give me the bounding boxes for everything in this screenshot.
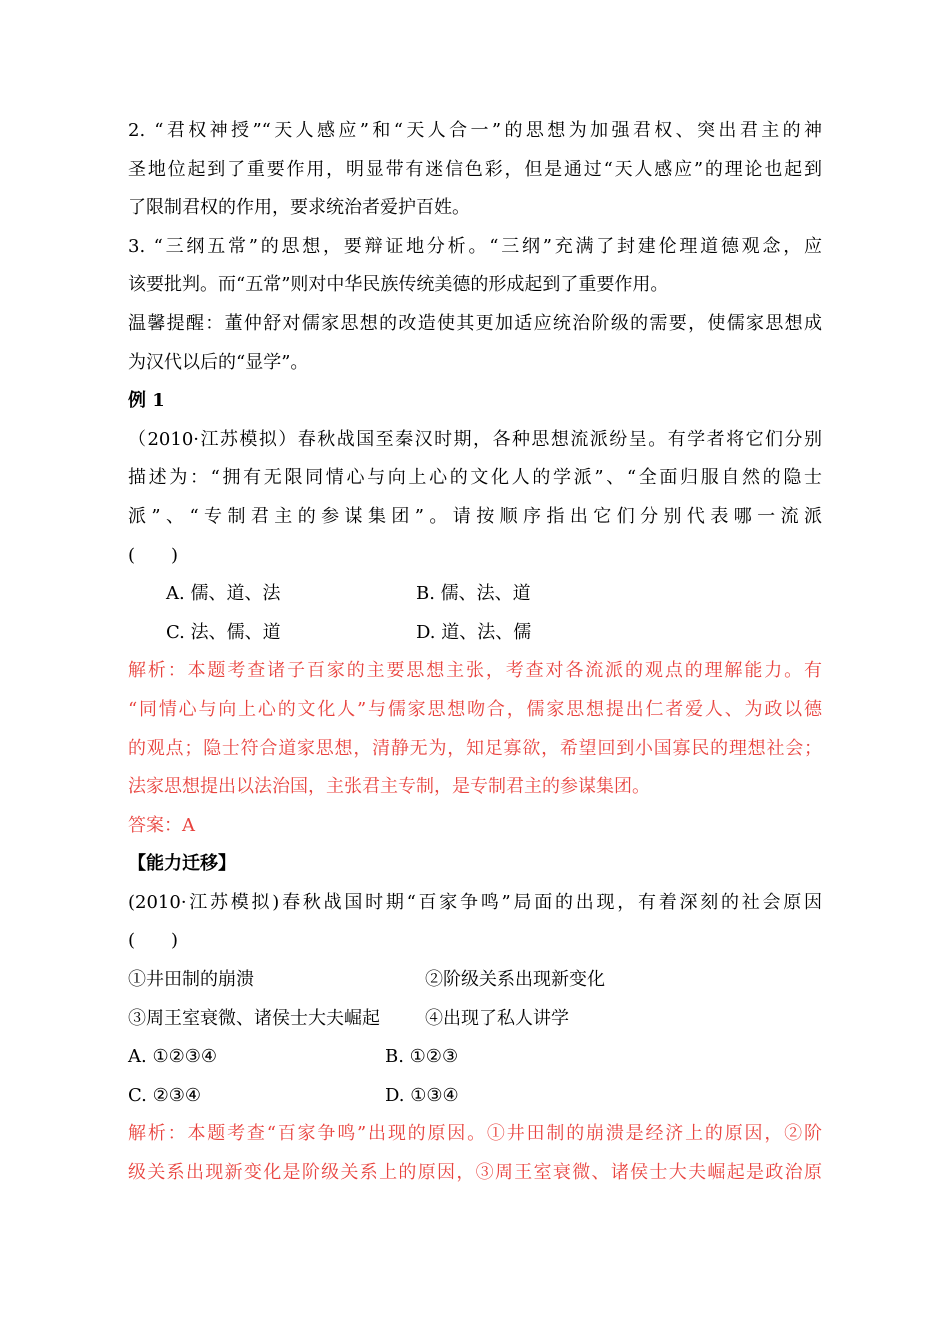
- example1-answer: 答案：A: [128, 814, 195, 836]
- transfer-option-d: D. ①③④: [385, 1084, 459, 1106]
- transfer-heading: 【能力迁移】: [128, 853, 236, 875]
- example1-options-row-1: [128, 575, 822, 614]
- example1-analysis-line-1: 解析：本题考查诸子百家的主要思想主张，考查对各流派的观点的理解能力。有: [128, 660, 822, 682]
- transfer-question-line-1: (2010·江苏模拟)春秋战国时期“百家争鸣”局面的出现，有着深刻的社会原因: [128, 891, 822, 913]
- point3-line-1: 3. “三纲五常”的思想，要辩证地分析。“三纲”充满了封建伦理道德观念，应: [128, 235, 822, 257]
- transfer-option-c: C. ②③④: [128, 1084, 201, 1106]
- example1-option-b: B. 儒、法、道: [416, 583, 531, 605]
- example1-question-line-4: ( ): [128, 544, 179, 566]
- transfer-analysis-line-1: 解析：本题考查“百家争鸣”出现的原因。①井田制的崩溃是经济上的原因，②阶: [128, 1123, 822, 1145]
- example1-option-a: A. 儒、道、法: [166, 583, 281, 605]
- example1-analysis-line-4: 法家思想提出以法治国，主张君主专制，是专制君主的参谋集团。: [128, 776, 650, 798]
- transfer-statements-row-1: [128, 961, 822, 1000]
- point2-line-3: 了限制君权的作用，要求统治者爱护百姓。: [128, 197, 470, 219]
- point2-line-2: 圣地位起到了重要作用，明显带有迷信色彩，但是通过“天人感应”的理论也起到: [128, 158, 822, 180]
- example1-options-row-2: [128, 614, 822, 653]
- transfer-options-row-1: [128, 1038, 822, 1077]
- transfer-statement-4: ④出现了私人讲学: [425, 1007, 569, 1029]
- transfer-options-row-2: [128, 1077, 822, 1116]
- transfer-statement-2: ②阶级关系出现新变化: [425, 969, 605, 991]
- transfer-statement-3: ③周王室衰微、诸侯士大夫崛起: [128, 1007, 380, 1029]
- example1-option-c: C. 法、儒、道: [166, 621, 281, 643]
- reminder-line-1: 温馨提醒：董仲舒对儒家思想的改造使其更加适应统治阶级的需要，使儒家思想成: [128, 312, 822, 334]
- example1-analysis-line-2: “同情心与向上心的文化人”与儒家思想吻合，儒家思想提出仁者爱人、为政以德: [128, 698, 822, 720]
- example1-option-d: D. 道、法、儒: [416, 621, 532, 643]
- point3-line-2: 该要批判。而“五常”则对中华民族传统美德的形成起到了重要作用。: [128, 274, 669, 296]
- transfer-statements-row-2: [128, 1000, 822, 1039]
- transfer-statement-1: ①井田制的崩溃: [128, 969, 254, 991]
- example1-question-line-2: 描述为：“拥有无限同情心与向上心的文化人的学派”、“全面归服自然的隐士: [128, 467, 822, 489]
- transfer-analysis-line-2: 级关系出现新变化是阶级关系上的原因，③周王室衰微、诸侯士大夫崛起是政治原: [128, 1162, 822, 1184]
- point2-line-1: 2. “君权神授”“天人感应”和“天人合一”的思想为加强君权、突出君主的神: [128, 120, 822, 141]
- example1-analysis-line-3: 的观点；隐士符合道家思想，清静无为，知足寡欲，希望回到小国寡民的理想社会；: [128, 737, 822, 759]
- example1-question-line-3: 派”、“专制君主的参谋集团”。请按顺序指出它们分别代表哪一流派: [128, 505, 822, 527]
- reminder-line-2: 为汉代以后的“显学”。: [128, 351, 309, 373]
- document-page: [128, 112, 822, 1193]
- transfer-option-a: A. ①②③④: [128, 1046, 217, 1068]
- transfer-question-line-2: ( ): [128, 930, 179, 952]
- example1-heading: 例 1: [128, 390, 165, 412]
- example1-question-line-1: （2010·江苏模拟）春秋战国至秦汉时期，各种思想流派纷呈。有学者将它们分别: [128, 428, 822, 450]
- transfer-option-b: B. ①②③: [385, 1046, 459, 1068]
